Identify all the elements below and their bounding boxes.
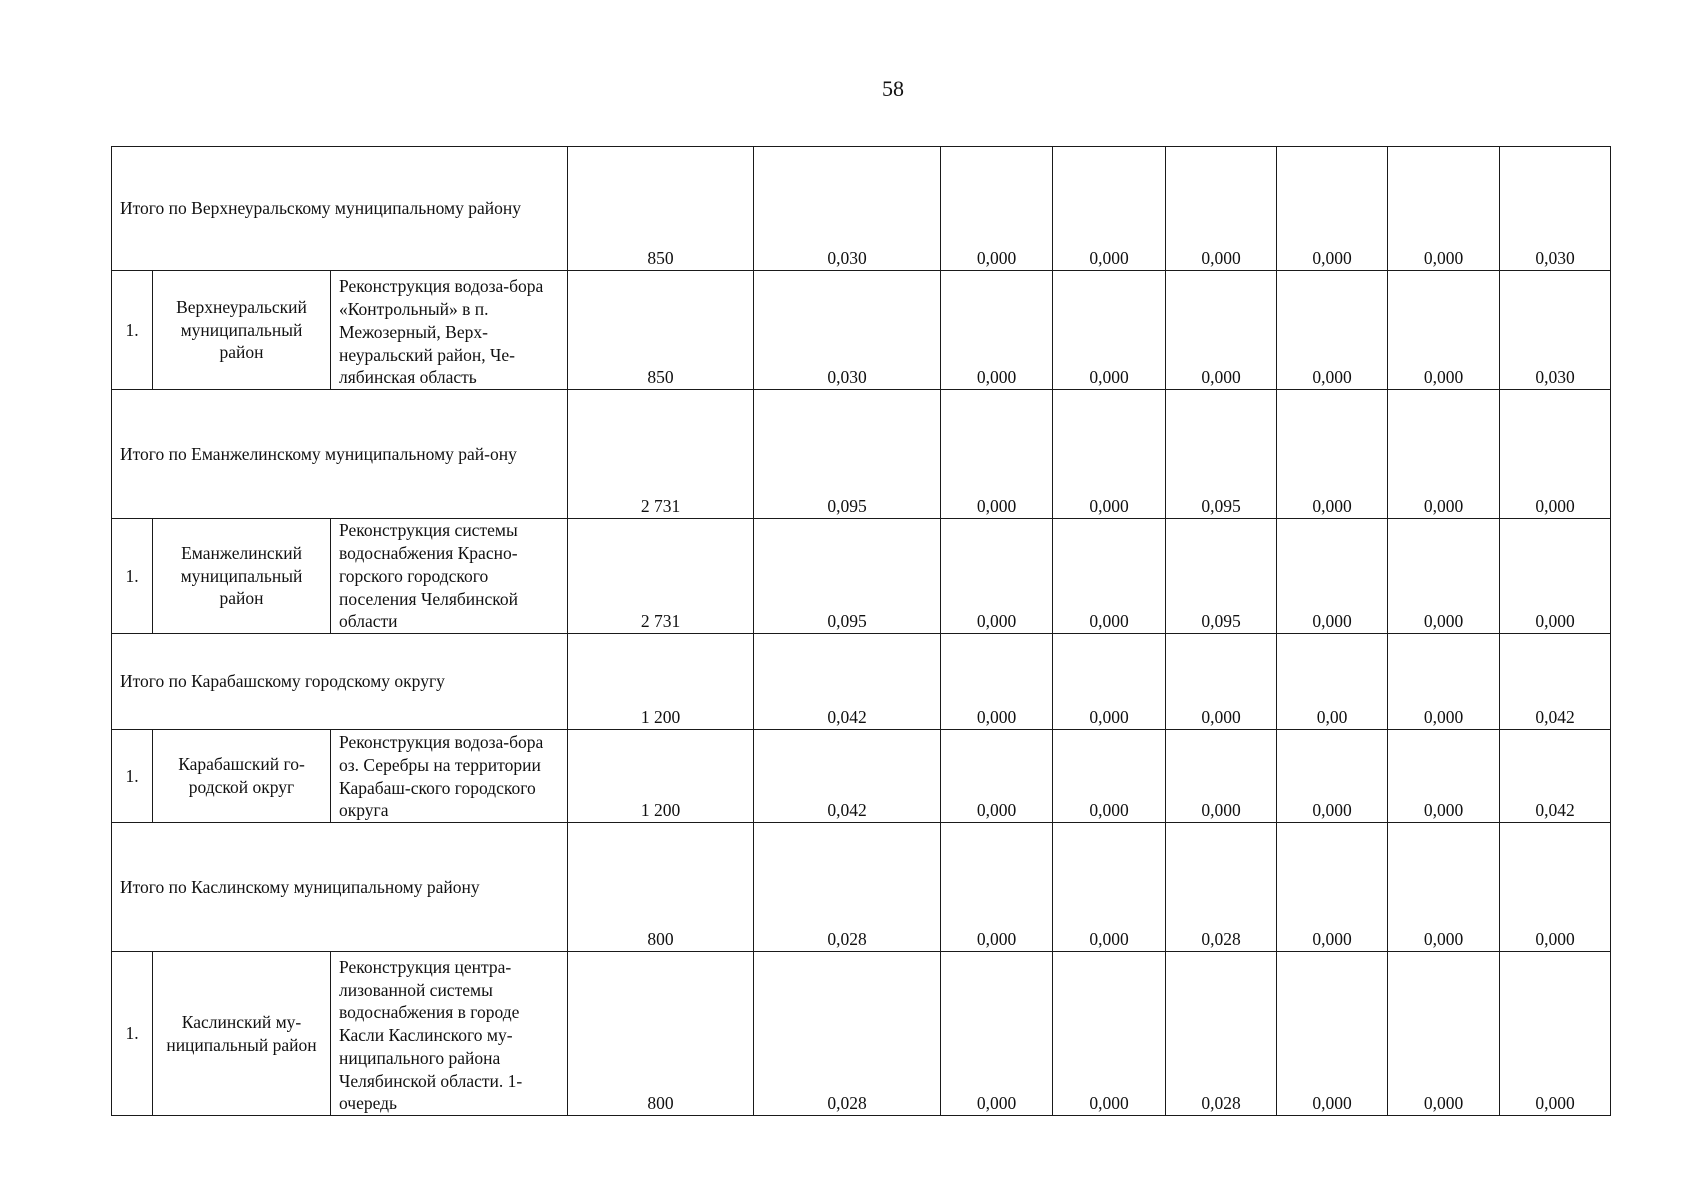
table-row-total [112,823,1611,952]
project-description: Реконструкция водоза-бора оз. Серебры на территории Карабаш-ского городского округа [331,730,568,823]
value-cell: 0,000 [1053,519,1166,634]
district-name: Каслинский му-ниципальный район [153,952,331,1116]
district-name: Карабашский го-родской округ [153,730,331,823]
value-cell: 0,000 [1277,519,1388,634]
value-cell: 0,000 [941,519,1053,634]
table-row-item [112,730,1611,823]
value-cell: 0,000 [1500,823,1611,952]
value-cell: 0,000 [941,823,1053,952]
value-cell: 0,030 [754,271,941,390]
value-cell: 0,030 [1500,147,1611,271]
value-cell: 0,000 [941,634,1053,730]
value-cell: 2 731 [568,390,754,519]
value-cell: 0,095 [1166,390,1277,519]
value-cell: 0,000 [1053,634,1166,730]
value-cell: 1 200 [568,634,754,730]
value-cell: 0,028 [1166,823,1277,952]
value-cell: 0,000 [1500,952,1611,1116]
project-description: Реконструкция системы водоснабжения Красно-горского городского поселения Челябинской области [331,519,568,634]
project-description: Реконструкция водоза-бора «Контрольный» в п. Межозерный, Верх-неуральский район, Че-лябинская область [331,271,568,390]
value-cell: 0,000 [1166,271,1277,390]
value-cell: 0,000 [1277,952,1388,1116]
value-cell: 850 [568,271,754,390]
page-number: 58 [882,76,904,101]
table-row-total [112,390,1611,519]
value-cell: 800 [568,823,754,952]
row-index: 1. [112,519,153,634]
value-cell: 0,000 [1388,271,1500,390]
value-cell: 0,000 [1053,271,1166,390]
value-cell: 0,028 [754,952,941,1116]
value-cell: 0,095 [754,519,941,634]
row-index: 1. [112,271,153,390]
value-cell: 0,000 [1277,271,1388,390]
value-cell: 0,030 [1500,271,1611,390]
value-cell: 0,028 [754,823,941,952]
total-label: Итого по Еманжелинскому муниципальному рай-ону [112,390,568,519]
value-cell: 0,000 [1500,519,1611,634]
value-cell: 0,000 [1388,730,1500,823]
value-cell: 0,000 [1053,730,1166,823]
value-cell: 0,000 [941,147,1053,271]
value-cell: 850 [568,147,754,271]
value-cell: 0,000 [1166,634,1277,730]
value-cell: 2 731 [568,519,754,634]
value-cell: 0,000 [1277,730,1388,823]
value-cell: 0,000 [1277,823,1388,952]
row-index: 1. [112,730,153,823]
budget-table [111,146,1611,1116]
table-row-item [112,271,1611,390]
value-cell: 0,000 [1500,390,1611,519]
value-cell: 0,000 [1053,952,1166,1116]
table-row-item [112,519,1611,634]
total-label: Итого по Каслинскому муниципальному району [112,823,568,952]
table-row-item [112,952,1611,1116]
total-label: Итого по Карабашскому городскому округу [112,634,568,730]
value-cell: 0,000 [1388,634,1500,730]
district-name: Верхнеуральский муниципальный район [153,271,331,390]
value-cell: 0,000 [1388,147,1500,271]
value-cell: 0,095 [754,390,941,519]
value-cell: 0,000 [1388,390,1500,519]
district-name: Еманжелинский муниципальный район [153,519,331,634]
value-cell: 0,042 [754,730,941,823]
value-cell: 0,000 [1166,730,1277,823]
table-row-total [112,147,1611,271]
row-index: 1. [112,952,153,1116]
value-cell: 0,095 [1166,519,1277,634]
project-description: Реконструкция центра-лизованной системы водоснабжения в городе Касли Каслинского му-ниципального района Челябинской области. 1-очередь [331,952,568,1116]
value-cell: 0,000 [1388,823,1500,952]
value-cell: 0,000 [941,952,1053,1116]
value-cell: 0,000 [1053,390,1166,519]
value-cell: 0,000 [1277,147,1388,271]
value-cell: 0,028 [1166,952,1277,1116]
value-cell: 0,000 [1053,147,1166,271]
value-cell: 0,042 [754,634,941,730]
value-cell: 0,000 [1277,390,1388,519]
value-cell: 0,000 [941,271,1053,390]
value-cell: 0,000 [1053,823,1166,952]
total-label: Итого по Верхнеуральскому муниципальному району [112,147,568,271]
value-cell: 0,000 [1166,147,1277,271]
value-cell: 0,042 [1500,634,1611,730]
value-cell: 0,000 [1388,952,1500,1116]
value-cell: 0,000 [941,730,1053,823]
value-cell: 0,030 [754,147,941,271]
table-row-total [112,634,1611,730]
value-cell: 800 [568,952,754,1116]
value-cell: 0,042 [1500,730,1611,823]
value-cell: 0,00 [1277,634,1388,730]
value-cell: 0,000 [941,390,1053,519]
value-cell: 0,000 [1388,519,1500,634]
value-cell: 1 200 [568,730,754,823]
